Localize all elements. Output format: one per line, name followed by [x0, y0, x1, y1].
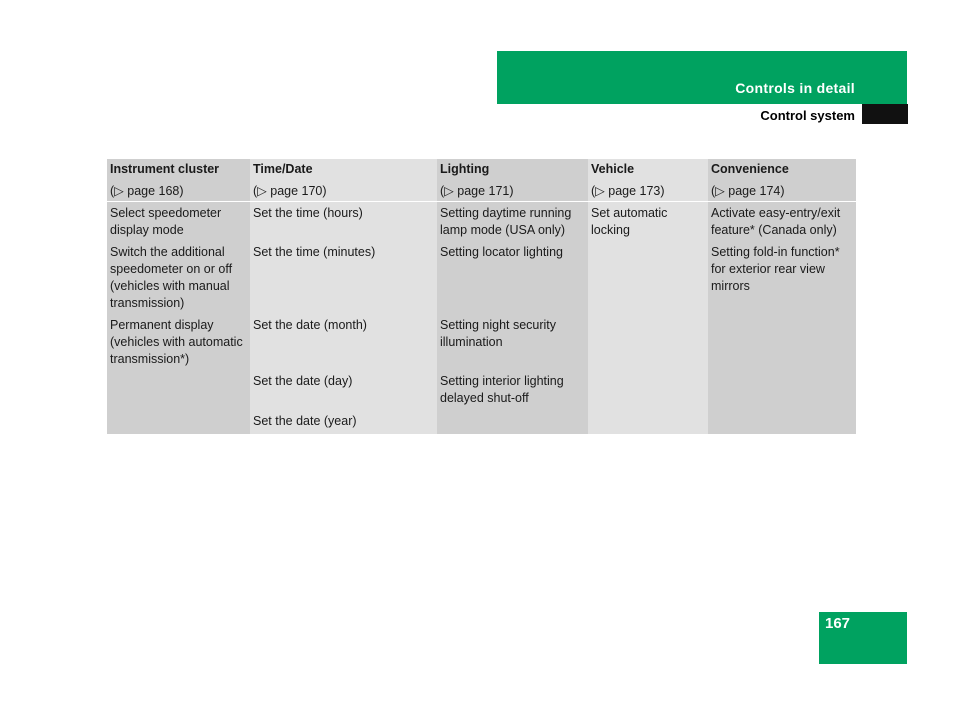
- column-header: [250, 159, 437, 202]
- section-header-bar: [497, 51, 907, 104]
- table-cell: Set the time (minutes): [253, 245, 376, 259]
- table-cell: Set the date (year): [253, 414, 357, 428]
- column-instrument-cluster: [107, 159, 250, 434]
- table-cell: Set the date (month): [253, 318, 367, 332]
- column-title: Convenience: [711, 162, 789, 176]
- page-reference: (▷ page 174): [711, 184, 785, 198]
- column-time-date: [250, 159, 437, 434]
- control-system-table: [107, 159, 856, 434]
- table-cell: Set the date (day): [253, 374, 353, 388]
- table-cell: Setting interior lighting delayed shut-off: [440, 374, 564, 405]
- page-number: 167: [825, 615, 851, 632]
- table-cell: Select speedometer display mode: [110, 206, 222, 237]
- page-reference: (▷ page 168): [110, 184, 184, 198]
- table-cell: Setting daytime running lamp mode (USA only): [440, 206, 572, 237]
- column-lighting: [437, 159, 588, 434]
- table-cell: Set automatic locking: [591, 206, 668, 237]
- column-title: Vehicle: [591, 162, 635, 176]
- table-cell: Set the time (hours): [253, 206, 363, 220]
- section-tab-marker: [862, 104, 908, 124]
- subsection-title: Control system: [760, 108, 855, 123]
- column-title: Instrument cluster: [110, 162, 220, 176]
- column-vehicle: [588, 159, 708, 434]
- table-cell: Permanent display (vehicles with automatic transmission*): [110, 318, 243, 366]
- column-header: [588, 159, 708, 202]
- column-header: [437, 159, 588, 202]
- page-reference: (▷ page 170): [253, 184, 327, 198]
- table-cell: Setting locator lighting: [440, 245, 563, 259]
- table-cell: Setting fold-in function* for exterior rear view mirrors: [711, 245, 840, 293]
- table-cell: Setting night security illumination: [440, 318, 557, 349]
- column-title: Lighting: [440, 162, 490, 176]
- section-title: Controls in detail: [735, 80, 855, 96]
- column-header: [708, 159, 856, 202]
- page-reference: (▷ page 173): [591, 184, 665, 198]
- page-number-box: [819, 612, 907, 664]
- table-cell: Switch the additional speedometer on or off (vehicles with manual transmission): [110, 245, 233, 310]
- column-convenience: [708, 159, 856, 434]
- page-reference: (▷ page 171): [440, 184, 514, 198]
- column-header: [107, 159, 250, 202]
- table-cell: Activate easy-entry/exit feature* (Canada only): [711, 206, 841, 237]
- column-title: Time/Date: [253, 162, 313, 176]
